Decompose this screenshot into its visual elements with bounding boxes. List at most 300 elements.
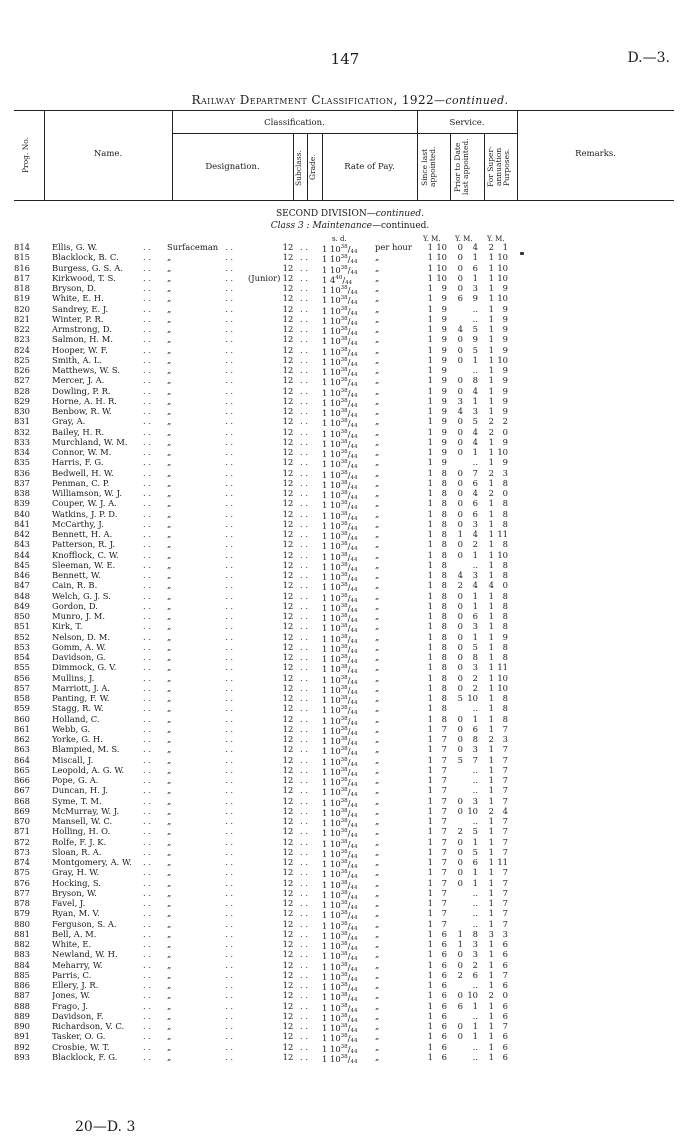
- fraction-slash: /: [347, 510, 351, 521]
- leader-dots: . .: [143, 918, 151, 929]
- leader-dots: . .: [143, 406, 151, 416]
- prior-months: 4: [472, 488, 478, 498]
- subclass: 12: [282, 611, 294, 621]
- super-months: 9: [502, 436, 508, 447]
- designation: „: [167, 662, 172, 673]
- designation: „: [167, 867, 172, 878]
- since-years: 1: [427, 990, 433, 1001]
- rate-per: „: [375, 980, 380, 990]
- super-years: 1: [488, 631, 494, 642]
- fraction-slash: /: [347, 500, 351, 511]
- prog-no: 827: [14, 375, 30, 386]
- leader-dots: . .: [300, 857, 308, 867]
- rate-per: „: [375, 723, 380, 734]
- since-years: 1: [427, 477, 433, 488]
- super-months: 8: [502, 621, 508, 632]
- rate-value: 1 10: [322, 428, 341, 439]
- prior-months: 4: [472, 426, 478, 437]
- rate-value: 1 10: [322, 664, 341, 675]
- subclass: 12: [282, 949, 294, 960]
- header-grade: Grade.: [308, 154, 317, 180]
- super-months: 10: [497, 272, 508, 283]
- super-months: 6: [502, 1000, 508, 1011]
- designation: „: [167, 631, 172, 642]
- super-years: 1: [488, 918, 494, 929]
- rate-fraction-numerator: 38: [340, 520, 348, 527]
- since-years: 1: [427, 324, 433, 334]
- fraction-slash: /: [347, 705, 351, 716]
- table-row: [0, 785, 700, 799]
- super-years: 1: [488, 252, 494, 263]
- leader-dots: . .: [143, 570, 151, 580]
- rate-fraction-denominator: 44: [350, 464, 358, 471]
- leader-dots: . .: [300, 662, 308, 673]
- subclass: 12: [282, 836, 294, 847]
- prior-months: 5: [472, 826, 478, 837]
- leader-dots: . .: [225, 898, 233, 908]
- designation: „: [167, 734, 172, 744]
- rate-fraction-denominator: 44: [350, 597, 358, 604]
- leader-dots: . .: [225, 713, 233, 724]
- table-row: [0, 1010, 700, 1024]
- designation: „: [167, 529, 172, 539]
- since-years: 1: [427, 508, 433, 519]
- super-months: 7: [502, 918, 508, 929]
- designation: „: [167, 703, 172, 714]
- rate-fraction-numerator: 38: [340, 377, 348, 384]
- since-years: 1: [427, 621, 433, 632]
- fraction-slash: /: [347, 900, 351, 910]
- rate-fraction-numerator: 38: [340, 254, 348, 261]
- super-months: 0: [502, 426, 508, 437]
- rate-value: 1 10: [322, 397, 341, 408]
- rate-value: 1 10: [322, 961, 341, 972]
- prog-no: 821: [14, 313, 30, 324]
- subclass: 12: [282, 375, 294, 386]
- person-name: Dowling, P. R.: [52, 385, 111, 396]
- rate-per: „: [375, 334, 380, 345]
- super-years: 1: [488, 764, 494, 775]
- designation: „: [167, 385, 172, 396]
- leader-dots: . .: [225, 816, 233, 826]
- rate-value: 1 10: [322, 264, 341, 275]
- since-months: 8: [441, 611, 447, 621]
- since-months: 8: [441, 682, 447, 693]
- rate-value: 1 10: [322, 356, 341, 367]
- person-name: Sloan, R. A.: [52, 846, 102, 857]
- prior-months: 1: [472, 600, 478, 611]
- designation: „: [167, 436, 172, 447]
- person-name: Bryson, W.: [52, 887, 97, 898]
- super-years: 1: [488, 949, 494, 960]
- subclass: 12: [282, 918, 294, 929]
- prior-months: 2: [472, 959, 478, 970]
- prior-years: 4: [457, 324, 463, 334]
- rate-fraction-denominator: 44: [350, 956, 358, 963]
- designation: „: [167, 416, 172, 427]
- leader-dots: . .: [143, 693, 151, 703]
- rate-per: „: [375, 375, 380, 386]
- leader-dots: . .: [225, 703, 233, 714]
- person-name: Stagg, R. W.: [52, 703, 104, 714]
- rate-fraction-denominator: 44: [350, 823, 358, 829]
- prog-no: 858: [14, 693, 30, 703]
- prior-years: 0: [457, 539, 463, 550]
- super-years: 3: [488, 928, 494, 939]
- class-name: Maintenance: [312, 221, 372, 231]
- prior-months: 5: [472, 846, 478, 857]
- divider: [450, 133, 451, 200]
- since-years: 1: [427, 713, 433, 724]
- person-name: McCarthy, J.: [52, 518, 104, 529]
- since-months: 6: [441, 928, 447, 939]
- person-name: Parris, C.: [52, 969, 92, 980]
- prog-no: 837: [14, 477, 30, 488]
- table-row: [0, 559, 700, 573]
- leader-dots: . .: [300, 283, 308, 293]
- designation: „: [167, 918, 172, 929]
- rate-per: „: [375, 436, 380, 447]
- table-row: [0, 682, 700, 696]
- rate-fraction-numerator: 38: [340, 1033, 348, 1040]
- subclass: 12: [282, 652, 294, 662]
- subclass: 12: [282, 303, 294, 314]
- since-years: 1: [427, 252, 433, 263]
- since-years: 1: [427, 723, 433, 734]
- super-years: 2: [488, 488, 494, 498]
- rate-per: „: [375, 775, 380, 785]
- person-name: Mansell, W. C.: [52, 816, 113, 826]
- designation: „: [167, 559, 172, 570]
- designation: „: [167, 303, 172, 314]
- rate-per: „: [375, 457, 380, 468]
- leader-dots: . .: [300, 426, 308, 437]
- super-years: 1: [488, 867, 494, 878]
- leader-dots: . .: [300, 457, 308, 468]
- person-name: Bedwell, H. W.: [52, 467, 114, 478]
- leader-dots: . .: [300, 775, 308, 785]
- leader-dots: . .: [300, 242, 308, 252]
- fraction-slash: /: [347, 818, 351, 828]
- prog-no: 865: [14, 764, 30, 775]
- designation: „: [167, 805, 172, 816]
- prior-years: 0: [457, 631, 463, 642]
- person-name: Tasker, O. G.: [52, 1031, 106, 1042]
- leader-dots: . .: [225, 426, 233, 437]
- table-row: [0, 898, 700, 911]
- since-months: 8: [441, 539, 447, 550]
- prior-months: 3: [472, 406, 478, 416]
- prior-months: 1: [472, 1031, 478, 1042]
- person-name: Bailey, H. R.: [52, 426, 104, 437]
- designation: „: [167, 775, 172, 785]
- leader-dots: . .: [143, 580, 151, 591]
- prog-no: 846: [14, 570, 30, 580]
- rate-fraction-numerator: 38: [340, 982, 348, 988]
- rate-per: „: [375, 518, 380, 529]
- leader-dots: . .: [143, 734, 151, 744]
- super-years: 1: [488, 1031, 494, 1042]
- rate-value: 1 10: [322, 777, 341, 787]
- rate-value: 1 10: [322, 982, 341, 992]
- leader-dots: . .: [300, 631, 308, 642]
- leader-dots: . .: [143, 590, 151, 601]
- since-months: 7: [441, 877, 447, 888]
- table-row: [0, 959, 700, 973]
- since-months: 7: [441, 898, 447, 908]
- leader-dots: . .: [300, 621, 308, 632]
- table-row: [0, 662, 700, 676]
- rate-per: „: [375, 652, 380, 662]
- table-row: [0, 416, 700, 430]
- designation: „: [167, 375, 172, 386]
- super-years: 1: [488, 447, 494, 457]
- table-row: [0, 272, 700, 286]
- person-name: Mercer, J. A.: [52, 375, 105, 386]
- rate-value: 1 10: [322, 459, 341, 470]
- person-name: McMurray, W. J.: [52, 805, 120, 816]
- prog-no: 886: [14, 980, 30, 990]
- prior-years: 0: [457, 262, 463, 273]
- since-months: 6: [441, 949, 447, 960]
- leader-dots: . .: [300, 559, 308, 570]
- subclass: 12: [282, 508, 294, 519]
- prog-no: 847: [14, 580, 30, 591]
- super-months: 7: [502, 846, 508, 857]
- fraction-slash: /: [347, 715, 351, 726]
- super-months: 9: [502, 283, 508, 293]
- person-name: Patterson, R. J.: [52, 539, 115, 550]
- fraction-slash: /: [347, 910, 351, 921]
- super-months: 6: [502, 959, 508, 970]
- super-months: 3: [502, 467, 508, 478]
- rate-fraction-numerator: 38: [340, 479, 348, 486]
- leader-dots: . .: [225, 272, 233, 283]
- header-classification: Classification.: [264, 118, 325, 128]
- prog-no: 842: [14, 529, 30, 539]
- super-months: 6: [502, 1031, 508, 1042]
- prog-no: 820: [14, 303, 30, 314]
- super-years: 4: [488, 580, 494, 591]
- subclass: 12: [282, 354, 294, 365]
- rate-per: „: [375, 570, 380, 580]
- since-years: 1: [427, 303, 433, 314]
- super-years: 1: [488, 826, 494, 837]
- person-name: Murchland, W. M.: [52, 436, 128, 447]
- super-years: 1: [488, 1010, 494, 1021]
- leader-dots: . .: [300, 1041, 308, 1052]
- table-row: [0, 477, 700, 491]
- super-years: 1: [488, 816, 494, 826]
- unit-ym-prior: Y. M.: [455, 235, 473, 243]
- super-years: 1: [488, 754, 494, 765]
- rate-fraction-numerator: 38: [340, 336, 348, 343]
- fraction-slash: /: [347, 992, 351, 1003]
- table-row: [0, 539, 700, 553]
- since-years: 1: [427, 1031, 433, 1042]
- leader-dots: . .: [225, 1000, 233, 1011]
- super-years: 2: [488, 990, 494, 1001]
- since-months: 9: [441, 457, 447, 468]
- super-months: 8: [502, 539, 508, 550]
- since-months: 10: [436, 262, 447, 273]
- prog-no: 839: [14, 498, 30, 509]
- leader-dots: . .: [225, 867, 233, 878]
- since-months: 6: [441, 1031, 447, 1042]
- prior-months: 3: [472, 949, 478, 960]
- super-years: 1: [488, 723, 494, 734]
- prior-years: 4: [457, 406, 463, 416]
- leader-dots: . .: [300, 754, 308, 765]
- super-years: 1: [488, 785, 494, 796]
- prior-years: 0: [457, 344, 463, 355]
- table-row: [0, 969, 700, 983]
- leader-dots: . .: [300, 529, 308, 539]
- prior-months: 4: [472, 242, 478, 252]
- since-months: 7: [441, 857, 447, 867]
- prog-no: 892: [14, 1041, 30, 1052]
- rate-fraction-denominator: 44: [350, 474, 358, 481]
- table-row: [0, 703, 700, 717]
- since-years: 1: [427, 262, 433, 273]
- rate-fraction-numerator: 40: [335, 274, 343, 281]
- since-months: 8: [441, 580, 447, 591]
- prior-years: 6: [457, 293, 463, 304]
- rate-fraction-numerator: 38: [340, 879, 348, 886]
- super-years: 1: [488, 283, 494, 293]
- designation: „: [167, 744, 172, 755]
- super-years: 1: [488, 508, 494, 519]
- rate-per: „: [375, 641, 380, 652]
- prior-months: ..: [472, 1010, 478, 1021]
- subclass: 12: [282, 816, 294, 826]
- rate-fraction-denominator: 44: [350, 361, 358, 368]
- prior-months: 3: [472, 939, 478, 949]
- leader-dots: . .: [143, 477, 151, 488]
- rate-per: „: [375, 303, 380, 314]
- rate-fraction-numerator: 38: [340, 910, 348, 917]
- leader-dots: . .: [143, 600, 151, 611]
- prior-years: 0: [457, 518, 463, 529]
- table-row: [0, 1051, 700, 1065]
- since-months: 6: [441, 959, 447, 970]
- leader-dots: . .: [300, 518, 308, 529]
- rate-value: 1 10: [322, 490, 341, 500]
- table-row: [0, 846, 700, 860]
- since-months: 7: [441, 764, 447, 775]
- leader-dots: . .: [300, 313, 308, 324]
- since-years: 1: [427, 600, 433, 611]
- rate-value: 1 10: [322, 449, 341, 459]
- rate-value: 1 10: [322, 633, 341, 644]
- leader-dots: . .: [143, 498, 151, 509]
- page-title: [0, 93, 700, 107]
- rate-fraction-denominator: 44: [350, 310, 358, 317]
- table-row: [0, 324, 700, 337]
- subclass: 12: [282, 898, 294, 908]
- since-years: 1: [427, 559, 433, 570]
- rate-per: „: [375, 672, 380, 683]
- leader-dots: . .: [225, 570, 233, 580]
- subclass: 12: [282, 723, 294, 734]
- prior-months: 1: [472, 1021, 478, 1031]
- rate-value: 1 10: [322, 510, 341, 521]
- fraction-slash: /: [347, 377, 351, 388]
- since-years: 1: [427, 611, 433, 621]
- prog-no: 857: [14, 682, 30, 693]
- prog-no: 849: [14, 600, 30, 611]
- prior-months: ..: [472, 775, 478, 785]
- header-since-last-appointed: Since last appointed.: [420, 146, 437, 188]
- prior-months: 1: [472, 867, 478, 878]
- designation: „: [167, 652, 172, 662]
- prog-no: 867: [14, 785, 30, 796]
- rate-fraction-numerator: 38: [340, 397, 348, 404]
- prior-months: 1: [472, 252, 478, 263]
- person-name: Couper, W. J. A.: [52, 498, 117, 509]
- rate-value: 1 10: [322, 951, 341, 962]
- rate-per: „: [375, 662, 380, 673]
- rate-per: „: [375, 949, 380, 960]
- rate-value: 1 10: [322, 541, 341, 552]
- designation: „: [167, 262, 172, 273]
- prior-years: 0: [457, 652, 463, 662]
- prior-months: 4: [472, 436, 478, 447]
- rate-fraction-denominator: 44: [350, 853, 358, 860]
- rate-fraction-numerator: 38: [340, 356, 348, 363]
- super-years: 1: [488, 898, 494, 908]
- rate-fraction-denominator: 44: [350, 382, 358, 389]
- rate-per: „: [375, 693, 380, 703]
- leader-dots: . .: [143, 334, 151, 345]
- leader-dots: . .: [225, 262, 233, 273]
- person-name: Panting, F. W.: [52, 693, 110, 703]
- rate-of-pay: [322, 1052, 357, 1067]
- leader-dots: . .: [225, 477, 233, 488]
- prior-months: 1: [472, 631, 478, 642]
- since-years: 1: [427, 805, 433, 816]
- leader-dots: . .: [300, 1000, 308, 1011]
- prog-no: 874: [14, 857, 30, 867]
- leader-dots: . .: [143, 488, 151, 498]
- table-row: [0, 816, 700, 829]
- leader-dots: . .: [225, 416, 233, 427]
- prior-months: 4: [472, 385, 478, 396]
- person-name: Webb, G.: [52, 723, 90, 734]
- super-years: 1: [488, 324, 494, 334]
- leader-dots: . .: [225, 641, 233, 652]
- super-months: 7: [502, 723, 508, 734]
- since-years: 1: [427, 467, 433, 478]
- rate-fraction-denominator: 44: [350, 1038, 358, 1045]
- rate-fraction-denominator: 44: [350, 1028, 358, 1034]
- since-months: 9: [441, 365, 447, 375]
- rate-value: 1 10: [322, 746, 341, 757]
- since-years: 1: [427, 426, 433, 437]
- table-row: [0, 949, 700, 963]
- leader-dots: . .: [143, 1021, 151, 1031]
- rate-fraction-numerator: 38: [340, 1012, 348, 1019]
- super-years: 2: [488, 467, 494, 478]
- subclass: 12: [282, 1041, 294, 1052]
- prior-months: ..: [472, 908, 478, 919]
- super-years: 1: [488, 457, 494, 468]
- person-name: Williamson, W. J.: [52, 488, 123, 498]
- subclass: 12: [282, 283, 294, 293]
- rate-per: „: [375, 1041, 380, 1052]
- prog-no: 815: [14, 252, 30, 263]
- rate-value: 1 10: [322, 756, 341, 767]
